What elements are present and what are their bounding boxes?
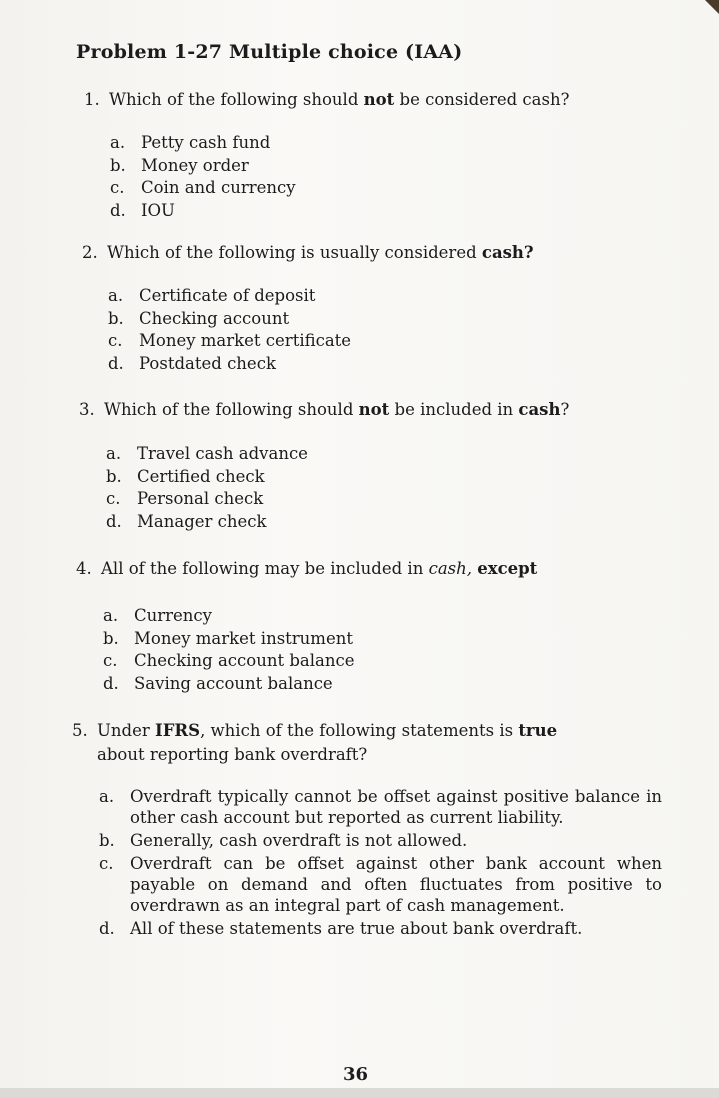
stem-text: Which of the following is usually considered	[107, 243, 482, 262]
choice-text: Money market instrument	[134, 628, 353, 648]
choice-4b	[103, 628, 355, 651]
choice-text: Coin and currency	[141, 178, 296, 197]
choice-letter: c.	[99, 854, 114, 873]
stem-text: Which of the following should	[109, 90, 364, 109]
question-stem	[72, 719, 557, 767]
choice-letter: a.	[110, 133, 126, 152]
choice-4d	[103, 673, 355, 696]
choice-list-1	[110, 132, 296, 222]
choice-1a	[110, 132, 296, 155]
question-number: 1.	[84, 90, 100, 109]
choice-3b	[106, 466, 308, 489]
choice-4a	[103, 605, 355, 628]
choice-list-5	[99, 786, 662, 939]
choice-letter: d.	[103, 673, 119, 693]
choice-letter: c.	[110, 178, 125, 197]
choice-letter: c.	[108, 331, 123, 350]
choice-2c	[108, 330, 351, 353]
choice-5a	[99, 786, 662, 828]
choice-3a	[106, 443, 308, 466]
choice-letter: a.	[108, 286, 124, 305]
choice-text: Overdraft typically cannot be offset against positive balance in other cash account but reported as current liability.	[130, 787, 662, 827]
page-number: 36	[343, 1064, 369, 1085]
question-number: 5.	[72, 721, 88, 740]
stem-text: Under	[97, 721, 155, 740]
choice-letter: b.	[106, 466, 122, 486]
stem-emphasis: not	[363, 90, 395, 109]
choice-letter: a.	[103, 606, 119, 625]
choice-3c	[106, 488, 308, 511]
choice-2b	[108, 308, 351, 331]
question-4	[76, 557, 537, 580]
stem-italic: cash,	[428, 559, 473, 578]
choice-letter: c.	[103, 651, 118, 670]
choice-letter: d.	[110, 200, 126, 220]
choice-1d	[110, 200, 296, 223]
stem-emphasis: cash	[518, 400, 561, 419]
stem-emphasis: IFRS	[155, 721, 201, 740]
choice-text: Money market certificate	[139, 331, 352, 350]
choice-text: Overdraft can be offset against other bank account when payable on demand and often fluctuates from positive to overdrawn as an integral part of cash management.	[130, 854, 662, 915]
choice-5c	[99, 853, 662, 916]
page-corner-mark	[705, 0, 719, 14]
question-stem	[84, 88, 569, 111]
choice-text: Checking account balance	[134, 651, 355, 670]
stem-text-line2: about reporting bank overdraft?	[97, 745, 368, 764]
stem-emphasis: not	[358, 400, 390, 419]
choice-list-4	[103, 605, 355, 695]
choice-text: Travel cash advance	[137, 444, 308, 463]
choice-text: All of these statements are true about bank overdraft.	[130, 919, 583, 938]
choice-letter: b.	[103, 628, 119, 648]
question-stem	[76, 557, 537, 580]
choice-1c	[110, 177, 296, 200]
stem-text: be included in	[389, 400, 519, 419]
problem-title: Problem 1-27 Multiple choice (IAA)	[76, 41, 463, 63]
choice-letter: d.	[99, 919, 115, 938]
choice-list-2	[108, 285, 351, 375]
choice-text: Manager check	[137, 511, 267, 531]
question-2	[82, 241, 534, 264]
choice-text: IOU	[141, 200, 175, 220]
choice-letter: b.	[108, 308, 124, 328]
choice-text: Saving account balance	[134, 673, 333, 693]
choice-text: Money order	[141, 155, 249, 175]
choice-text: Petty cash fund	[141, 133, 271, 152]
choice-text: Currency	[134, 606, 212, 625]
question-number: 3.	[79, 400, 95, 419]
question-1	[84, 88, 569, 111]
stem-emphasis: except	[477, 559, 538, 578]
choice-2a	[108, 285, 351, 308]
stem-text: All of the following may be included in	[101, 559, 429, 578]
choice-text: Certified check	[137, 466, 265, 486]
choice-letter: b.	[99, 831, 115, 850]
choice-text: Postdated check	[139, 353, 276, 373]
stem-text: be considered cash?	[394, 90, 570, 109]
page-bottom-edge	[0, 1088, 719, 1098]
choice-letter: d.	[108, 353, 124, 373]
choice-list-3	[106, 443, 308, 533]
choice-text: Generally, cash overdraft is not allowed.	[130, 831, 468, 850]
stem-emphasis: true	[518, 721, 558, 740]
choice-5d	[99, 918, 662, 939]
question-5	[72, 719, 557, 767]
choice-3d	[106, 511, 308, 534]
choice-2d	[108, 353, 351, 376]
choice-letter: d.	[106, 511, 122, 531]
question-stem	[82, 241, 534, 264]
question-number: 2.	[82, 243, 98, 262]
question-3	[79, 398, 569, 421]
stem-text: Which of the following should	[104, 400, 359, 419]
choice-text: Personal check	[137, 489, 264, 508]
stem-emphasis: cash?	[481, 243, 534, 262]
choice-text: Checking account	[139, 308, 290, 328]
choice-4c	[103, 650, 355, 673]
choice-letter: c.	[106, 489, 121, 508]
choice-letter: a.	[99, 787, 115, 806]
choice-5b	[99, 830, 662, 851]
choice-letter: a.	[106, 444, 122, 463]
stem-text: ?	[560, 400, 570, 419]
choice-1b	[110, 155, 296, 178]
question-number: 4.	[76, 559, 92, 578]
stem-text: , which of the following statements is	[200, 721, 519, 740]
choice-letter: b.	[110, 155, 126, 175]
choice-text: Certificate of deposit	[139, 286, 316, 305]
question-stem	[79, 398, 569, 421]
